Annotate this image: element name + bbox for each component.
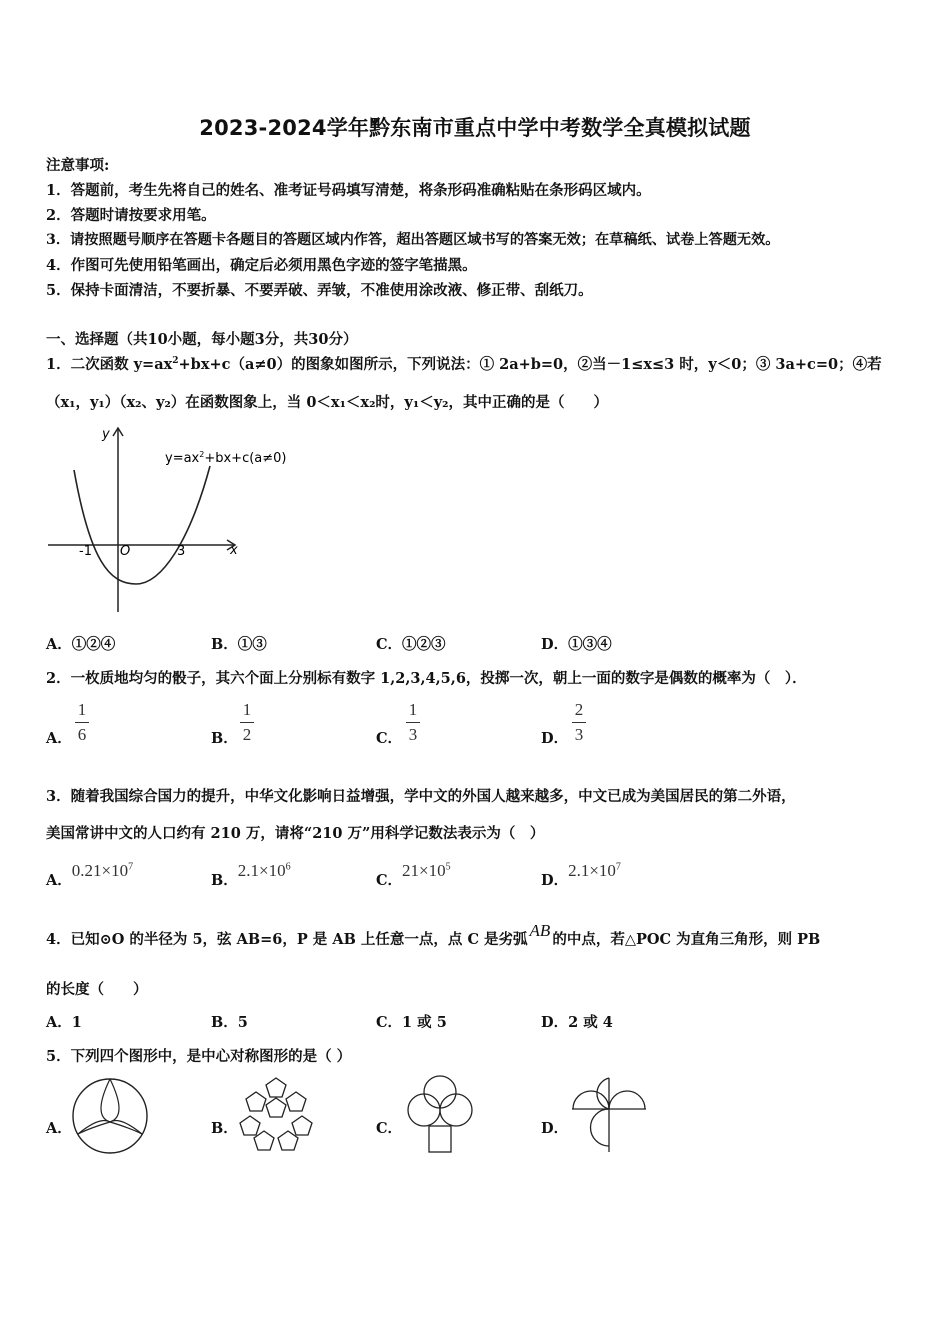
notice-item: 2．答题时请按要求用笔。 bbox=[46, 207, 216, 224]
q5-text: 5．下列四个图形中，是中心对称图形的是（ ） bbox=[46, 1048, 352, 1065]
q3-option-b[interactable]: B．$2.1\times 10^6$ bbox=[211, 861, 291, 889]
q4-text-line1: 4．已知⊙O 的半径为 5，弦 AB=6，P 是 AB 上任意一点，点 C 是劣弧 AB 的中点，若△POC 为直角三角形，则 PB bbox=[46, 921, 821, 948]
q1-parabola-graph bbox=[44, 422, 294, 617]
q1-option-d[interactable]: D．①③④ bbox=[541, 636, 612, 653]
section-heading: 一、选择题（共10小题，每小题3分，共30分） bbox=[46, 331, 358, 348]
y-axis-label: y bbox=[102, 427, 110, 442]
q2-option-a-label[interactable]: A． bbox=[46, 730, 72, 747]
q2-option-b-label[interactable]: B． bbox=[211, 730, 238, 747]
notice-item: 1．答题前，考生先将自己的姓名、准考证号码填写清楚，将条形码准确粘贴在条形码区域内。 bbox=[46, 182, 651, 199]
q5-figure-d-pinwheel[interactable] bbox=[568, 1074, 650, 1156]
q5-option-c-label[interactable]: C． bbox=[376, 1120, 403, 1137]
parabola-curve bbox=[74, 466, 210, 584]
page-title: 2023-2024学年黔东南市重点中学中考数学全真模拟试题 bbox=[199, 116, 751, 140]
q4-option-b[interactable]: B．5 bbox=[211, 1014, 248, 1031]
q2-option-a-fraction: 1 6 bbox=[75, 700, 89, 745]
q3-option-a[interactable]: A．$0.21\times 10^7$ bbox=[46, 861, 134, 889]
q3-option-d[interactable]: D．$2.1\times 10^7$ bbox=[541, 861, 621, 889]
q2-option-b-fraction: 1 2 bbox=[240, 700, 254, 745]
q5-option-b-label[interactable]: B． bbox=[211, 1120, 238, 1137]
x-axis-label: x bbox=[230, 543, 238, 558]
q2-option-c-label[interactable]: C． bbox=[376, 730, 403, 747]
q1-option-c[interactable]: C．①②③ bbox=[376, 636, 446, 653]
q2-option-c-fraction: 1 3 bbox=[406, 700, 420, 745]
q5-figure-a-circle-arcs[interactable] bbox=[70, 1076, 150, 1156]
q2-option-d-label[interactable]: D． bbox=[541, 730, 569, 747]
root-left-label: -1 bbox=[79, 544, 92, 559]
origin-label: O bbox=[120, 544, 131, 559]
notice-item: 5．保持卡面清洁，不要折暴、不要弄破、弄皱，不准使用涂改液、修正带、刮纸刀。 bbox=[46, 282, 593, 299]
formula-label: $y=ax^2+bx+c(a\ne 0)$ bbox=[165, 450, 287, 466]
q1-text-line1: 1．二次函数 $y=ax^2+bx+c(a\ne 0)$的图象如图所示，下列说法：① 2a+b=0，②当－1≤x≤3 时，y＜0；③ 3a+c=0；④若 bbox=[46, 356, 882, 373]
q4-text-line2: 的长度（ ） bbox=[46, 981, 148, 998]
q4-option-a[interactable]: A．1 bbox=[46, 1014, 82, 1031]
q4-option-d[interactable]: D．2 或 4 bbox=[541, 1014, 613, 1031]
q2-option-d-fraction: 2 3 bbox=[572, 700, 586, 745]
arc-ab-symbol: AB bbox=[529, 921, 551, 940]
notice-heading: 注意事项: bbox=[46, 157, 110, 174]
q3-text-line2: 美国常讲中文的人口约有 210 万，请将“210 万”用科学记数法表示为（ ） bbox=[46, 825, 545, 842]
q1-option-a[interactable]: A．①②④ bbox=[46, 636, 116, 653]
q1-text-line2: （x₁，y₁）（x₂、y₂）在函数图象上，当 0＜x₁＜x₂时，y₁＜y₂，其中正确的是（ ） bbox=[46, 394, 608, 411]
q3-text-line1: 3．随着我国综合国力的提升，中华文化影响日益增强，学中文的外国人越来越多，中文已成为美国居民的第二外语， bbox=[46, 788, 796, 805]
q5-option-a-label[interactable]: A． bbox=[46, 1120, 72, 1137]
q5-figure-c-circles-square[interactable] bbox=[402, 1074, 478, 1156]
q5-figure-b-pentagons[interactable] bbox=[236, 1076, 316, 1156]
notice-item: 3．请按照题号顺序在答题卡各题目的答题区域内作答，超出答题区域书写的答案无效；在草稿纸、试卷上答题无效。 bbox=[46, 232, 780, 248]
q2-text: 2．一枚质地均匀的骰子，其六个面上分别标有数字 1,2,3,4,5,6，投掷一次，朝上一面的数字是偶数的概率为（ ）． bbox=[46, 670, 807, 687]
notice-item: 4．作图可先使用铅笔画出，确定后必须用黑色字迹的签字笔描黑。 bbox=[46, 257, 477, 274]
q3-option-c[interactable]: C．$21\times 10^5$ bbox=[376, 861, 451, 889]
root-right-label: 3 bbox=[177, 544, 186, 559]
q5-option-d-label[interactable]: D． bbox=[541, 1120, 569, 1137]
q1-option-b[interactable]: B．①③ bbox=[211, 636, 267, 653]
q4-option-c[interactable]: C．1 或 5 bbox=[376, 1014, 447, 1031]
